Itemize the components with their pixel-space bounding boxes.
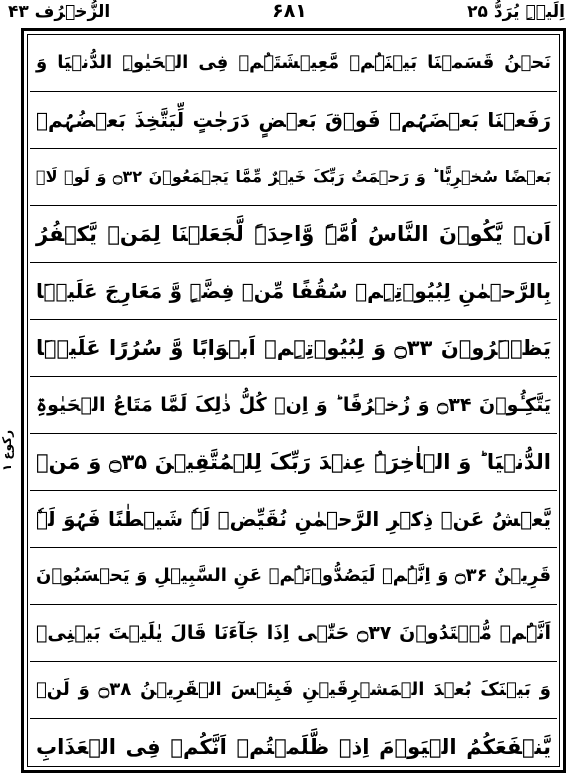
text-line: الدُّنۡیَا ؕ وَ الۡاٰخِرَۃُ عِنۡدَ رَبِّکَ لِلۡمُتَّقِیۡنَ ۝۳۵ وَ مَنۡ <box>30 434 557 491</box>
text-line: یَتَّکِـُٔوۡنَ ۝۳۴ وَ زُخۡرُفًا ؕ وَ اِنۡ کُلُّ ذٰلِکَ لَمَّا مَتَاعُ الۡحَیٰوۃِ <box>30 377 557 434</box>
text-line: رَفَعۡنَا بَعۡضَہُمۡ فَوۡقَ بَعۡضٍ دَرَجٰتٍ لِّیَتَّخِذَ بَعۡضُہُمۡ <box>30 92 557 149</box>
text-line: اَنۡ یَّکُوۡنَ النَّاسُ اُمَّۃً وَّاحِدَۃً لَّجَعَلۡنَا لِمَنۡ یَّکۡفُرُ <box>30 206 557 263</box>
text-line: وَ بَیۡنَکَ بُعۡدَ الۡمَشۡرِقَیۡنِ فَبِئۡسَ الۡقَرِیۡنُ ۝۳۸ وَ لَنۡ <box>30 662 557 719</box>
text-line: بِالرَّحۡمٰنِ لِبُیُوۡتِہِمۡ سُقُفًا مِّنۡ فِضَّۃٍ وَّ مَعَارِجَ عَلَیۡہَا <box>30 263 557 320</box>
surah-name: الزُّخۡرُف ۴۳ <box>8 2 111 22</box>
text-line: یَظۡہَرُوۡنَ ۝۳۳ وَ لِبُیُوۡتِہِمۡ اَبۡوَابًا وَّ سُرُرًا عَلَیۡہَا <box>30 320 557 377</box>
text-line: یَّعۡشُ عَنۡ ذِکۡرِ الرَّحۡمٰنِ نُقَیِّضۡ لَہٗ شَیۡطٰنًا فَہُوَ لَہٗ <box>30 491 557 548</box>
page-number: ۶۸۱ <box>272 0 307 22</box>
text-line: نَحۡنُ قَسَمۡنَا بَیۡنَہُمۡ مَّعِیۡشَتَہُمۡ فِی الۡحَیٰوۃِ الدُّنۡیَا وَ <box>30 35 557 92</box>
ruku-margin-mark: رکوع ۱ <box>0 430 14 472</box>
text-line: یَّنۡفَعَکُمُ الۡیَوۡمَ اِذۡ ظَّلَمۡتُمۡ اَنَّکُمۡ فِی الۡعَذَابِ <box>36 735 551 759</box>
text-line: بَعۡضًا سُخۡرِیًّا ؕ وَ رَحۡمَتُ رَبِّکَ خَیۡرٌ مِّمَّا یَجۡمَعُوۡنَ ۝۳۲ وَ لَوۡ لَاۤ <box>30 149 557 206</box>
text-line: اَنَّہُمۡ مُّہۡتَدُوۡنَ ۝۳۷ حَتّٰۤی اِذَا جَآءَنَا قَالَ یٰلَیۡتَ بَیۡنِیۡ <box>30 605 557 662</box>
page-header <box>0 0 579 28</box>
juz-name: اِلَیۡہِ یُرَدُّ ۲۵ <box>467 2 565 22</box>
text-line: قَرِیۡنٌ ۝۳۶ وَ اِنَّہُمۡ لَیَصُدُّوۡنَہُمۡ عَنِ السَّبِیۡلِ وَ یَحۡسَبُوۡنَ <box>30 548 557 605</box>
